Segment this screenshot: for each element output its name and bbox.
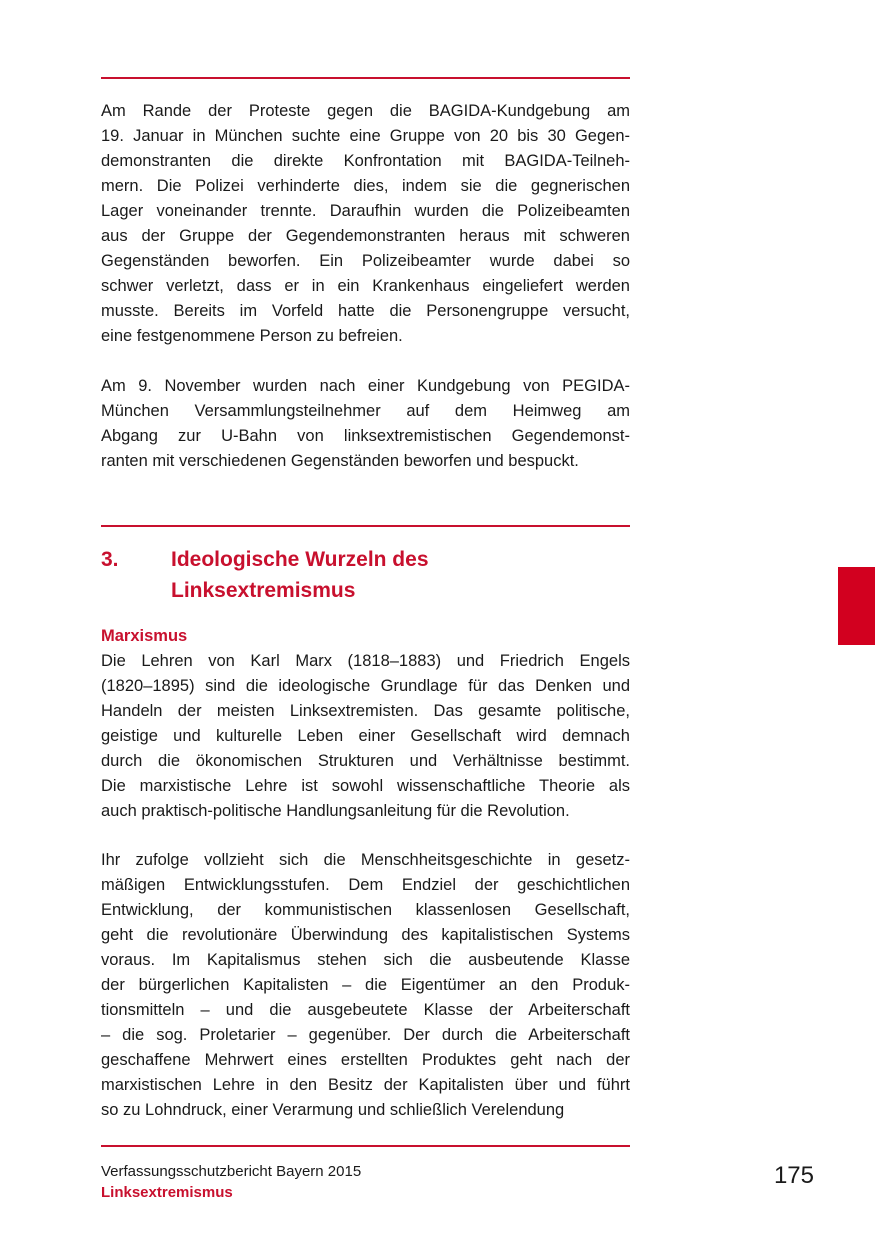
text-line: 19. Januar in München suchte eine Gruppe von 20 bis 30 Gegen- [101, 127, 630, 145]
section-title [171, 544, 571, 606]
text-line: schwer verletzt, dass er in ein Krankenhaus eingeliefert werden [101, 277, 630, 295]
text-line: aus der Gruppe der Gegendemonstranten heraus mit schweren [101, 227, 630, 245]
footer-rule [101, 1145, 630, 1147]
text-line: eine festgenommene Person zu befreien. [101, 327, 403, 345]
text-line: – die sog. Proletarier – gegenüber. Der durch die Arbeiterschaft [101, 1026, 630, 1044]
text-line: (1820–1895) sind die ideologische Grundlage für das Denken und [101, 677, 630, 695]
chapter-tab-marker [838, 567, 875, 645]
section-title-line2: Linksextremismus [171, 579, 356, 602]
text-line: geht die revolutionäre Überwindung des kapitalistischen Systems [101, 926, 630, 944]
text-line: geschaffene Mehrwert eines erstellten Produktes geht nach der [101, 1051, 630, 1069]
text-line: musste. Bereits im Vorfeld hatte die Personengruppe versucht, [101, 302, 630, 320]
text-line: Am Rande der Proteste gegen die BAGIDA-Kundgebung am [101, 102, 630, 120]
text-line: durch die ökonomischen Strukturen und Verhältnisse bestimmt. [101, 752, 630, 770]
paragraph-bagida [101, 99, 630, 349]
top-rule [101, 77, 630, 79]
text-line: auch praktisch-politische Handlungsanleitung für die Revolution. [101, 802, 570, 820]
text-line: ranten mit verschiedenen Gegenständen beworfen und bespuckt. [101, 452, 579, 470]
text-line: Die marxistische Lehre ist sowohl wissenschaftliche Theorie als [101, 777, 630, 795]
text-line: demonstranten die direkte Konfrontation mit BAGIDA-Teilneh- [101, 152, 630, 170]
text-line: geistige und kulturelle Leben einer Gesellschaft wird demnach [101, 727, 630, 745]
text-line: voraus. Im Kapitalismus stehen sich die ausbeutende Klasse [101, 951, 630, 969]
subheading-marxismus: Marxismus [101, 627, 188, 645]
paragraph-pegida [101, 374, 630, 474]
page-number: 175 [773, 1162, 814, 1189]
text-line: Ihr zufolge vollzieht sich die Menschheitsgeschichte in gesetz- [101, 851, 630, 869]
paragraph-history-stages [101, 848, 630, 1123]
paragraph-marx-engels [101, 649, 630, 824]
section-heading [101, 544, 630, 606]
section-rule [101, 525, 630, 527]
text-line: der bürgerlichen Kapitalisten – die Eigentümer an den Produk- [101, 976, 630, 994]
text-line: München Versammlungsteilnehmer auf dem Heimweg am [101, 402, 630, 420]
text-line: Abgang zur U-Bahn von linksextremistischen Gegendemonst- [101, 427, 630, 445]
section-title-line1: Ideologische Wurzeln des [171, 548, 429, 571]
text-line: Entwicklung, der kommunistischen klassenlosen Gesellschaft, [101, 901, 630, 919]
footer-publication: Verfassungsschutzbericht Bayern 2015 [101, 1163, 362, 1180]
footer-chapter: Linksextremismus [101, 1184, 233, 1201]
text-line: tionsmitteln – und die ausgebeutete Klasse der Arbeiterschaft [101, 1001, 630, 1019]
text-line: Handeln der meisten Linksextremisten. Das gesamte politische, [101, 702, 630, 720]
text-line: Die Lehren von Karl Marx (1818–1883) und Friedrich Engels [101, 652, 630, 670]
text-line: Am 9. November wurden nach einer Kundgebung von PEGIDA- [101, 377, 630, 395]
text-line: marxistischen Lehre in den Besitz der Kapitalisten über und führt [101, 1076, 630, 1094]
text-line: so zu Lohndruck, einer Verarmung und schließlich Verelendung [101, 1101, 565, 1119]
text-line: mern. Die Polizei verhinderte dies, indem sie die gegnerischen [101, 177, 630, 195]
section-number: 3. [101, 548, 119, 571]
text-line: Gegenständen beworfen. Ein Polizeibeamter wurde dabei so [101, 252, 630, 270]
text-line: Lager voneinander trennte. Daraufhin wurden die Polizeibeamten [101, 202, 630, 220]
text-line: mäßigen Entwicklungsstufen. Dem Endziel der geschichtlichen [101, 876, 630, 894]
